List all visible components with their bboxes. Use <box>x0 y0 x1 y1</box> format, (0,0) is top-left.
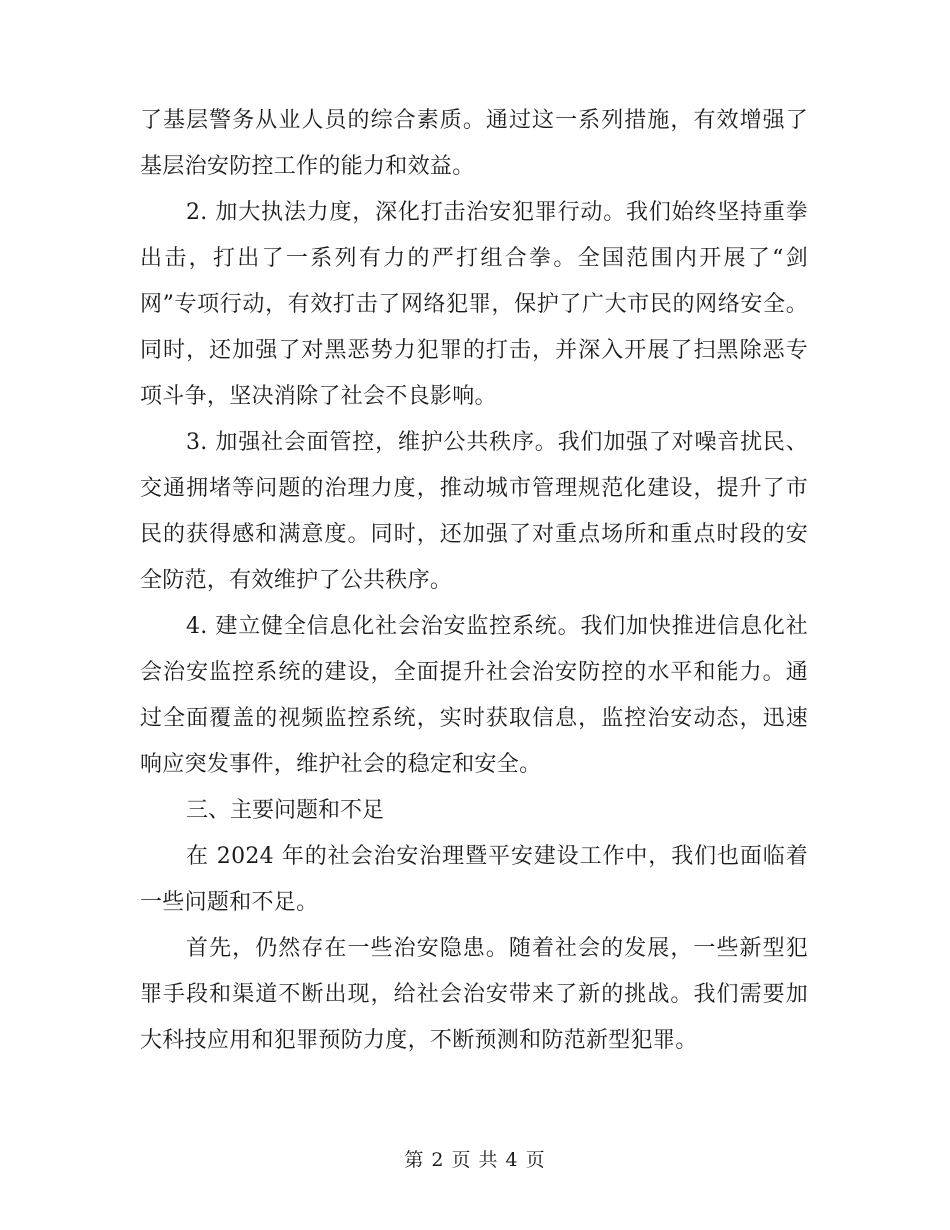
paragraph-intro: 在 2024 年的社会治安治理暨平安建设工作中，我们也面临着一些问题和不足。 <box>140 844 808 915</box>
paragraph-item-3: 3. 加强社会面管控，维护公共秩序。我们加强了对噪音扰民、交通拥堵等问题的治理力度，推动城市管理规范化建设，提升了市民的获得感和满意度。同时，还加强了对重点场所和重点时段的安全防范，有效维护了公共秩序。 <box>140 430 808 593</box>
paragraph-item-2: 2. 加大执法力度，深化打击治安犯罪行动。我们始终坚持重拳出击，打出了一系列有力的严打组合拳。全国范围内开展了“剑网”专项行动，有效打击了网络犯罪，保护了广大市民的网络安全。同时，还加强了对黑恶势力犯罪的打击，并深入开展了扫黑除恶专项斗争，坚决消除了社会不良影响。 <box>140 200 808 409</box>
page-footer: 第 2 页 共 4 页 <box>404 1149 546 1171</box>
paragraph-item-4: 4. 建立健全信息化社会治安监控系统。我们加快推进信息化社会治安监控系统的建设，全面提升社会治安防控的水平和能力。通过全面覆盖的视频监控系统，实时获取信息，监控治安动态，迅速响应突发事件，维护社会的稳定和安全。 <box>140 614 808 777</box>
section-heading: 三、主要问题和不足 <box>186 798 385 823</box>
paragraph-continuation: 了基层警务从业人员的综合素质。通过这一系列措施，有效增强了基层治安防控工作的能力和效益。 <box>140 108 808 179</box>
document-body <box>140 98 808 1064</box>
paragraph-first-issue: 首先，仍然存在一些治安隐患。随着社会的发展，一些新型犯罪手段和渠道不断出现，给社会治安带来了新的挑战。我们需要加大科技应用和犯罪预防力度，不断预测和防范新型犯罪。 <box>140 936 808 1053</box>
